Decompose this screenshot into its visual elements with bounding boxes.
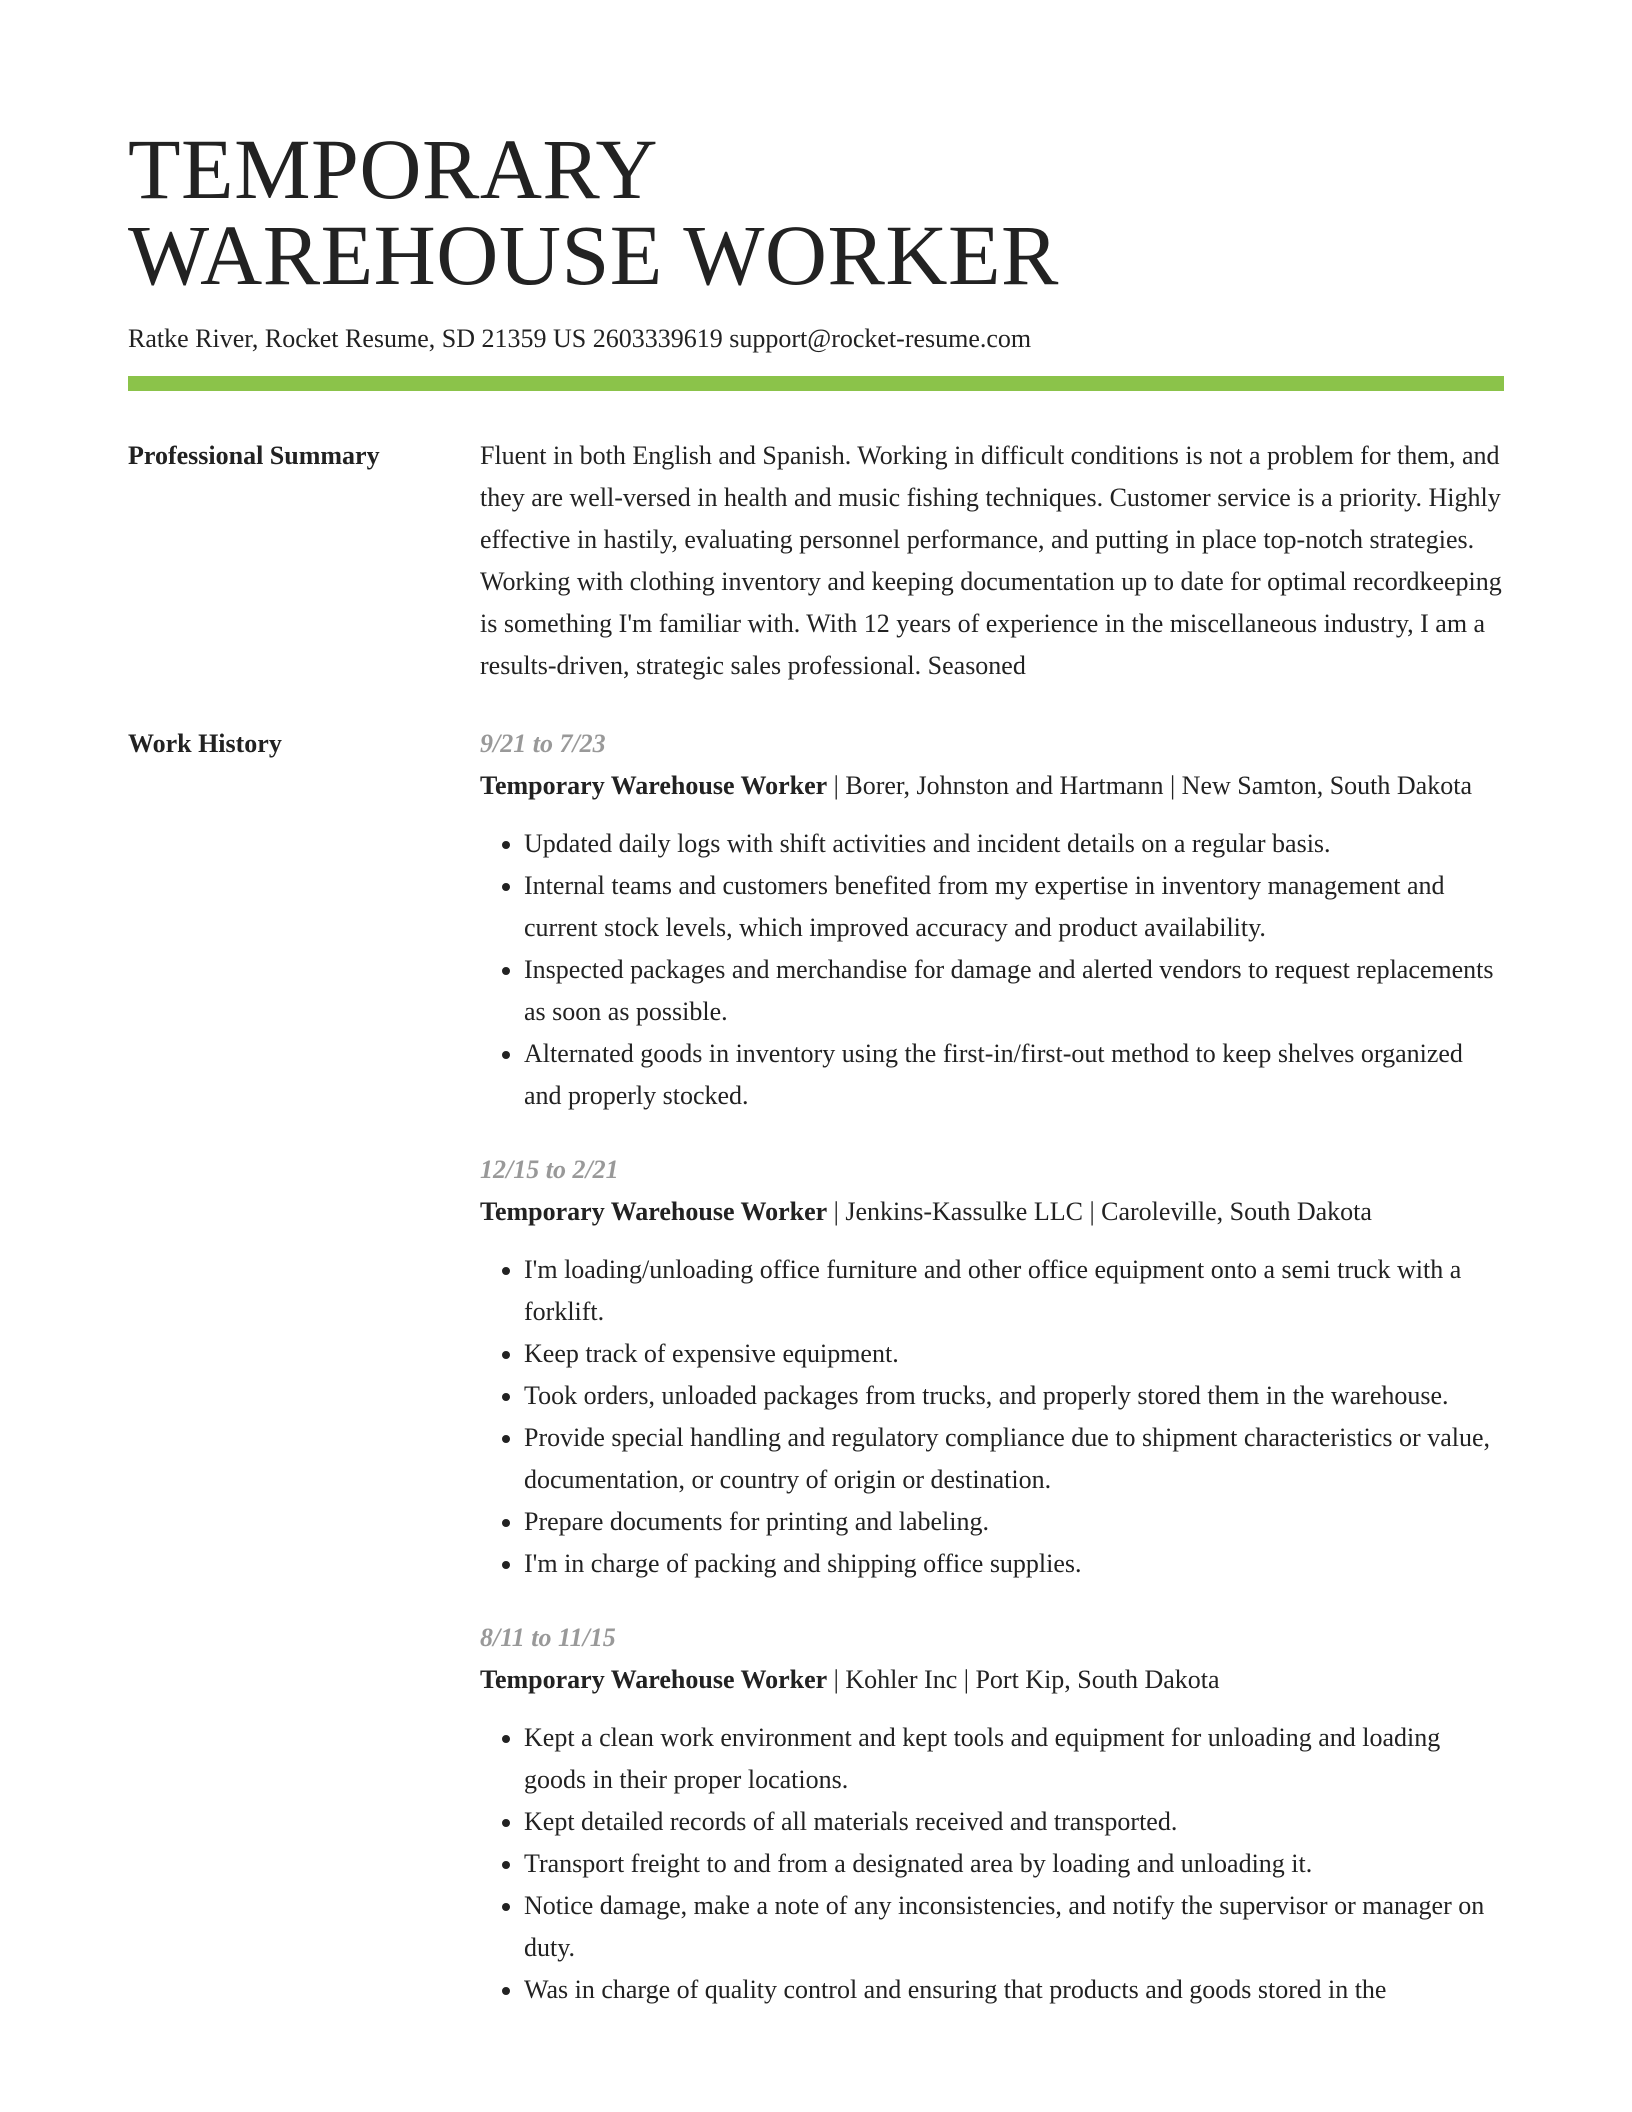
resume-page	[128, 121, 1504, 2043]
job-bullet: • I'm loading/unloading office furniture and other office equipment onto a semi truck with a forklift.	[524, 1249, 1504, 1333]
job-entry	[480, 1149, 1504, 1585]
job-bullets	[480, 1249, 1504, 1585]
job-bullet: • Kept detailed records of all materials received and transported.	[524, 1801, 1504, 1843]
title-line-1: TEMPORARY	[128, 121, 659, 217]
work-history-section	[128, 723, 1504, 2043]
job-heading	[480, 1659, 1504, 1701]
job-bullet: • Notice damage, make a note of any inconsistencies, and notify the supervisor or manager on duty.	[524, 1885, 1504, 1969]
resume-title	[128, 121, 1504, 303]
job-entry	[480, 1617, 1504, 2011]
section-label-work-history: Work History	[128, 729, 282, 758]
job-bullet: • Kept a clean work environment and kept tools and equipment for unloading and loading goods in their proper locations.	[524, 1717, 1504, 1801]
contact-info: Ratke River, Rocket Resume, SD 21359 US 2603339619 support@rocket-resume.com	[128, 324, 1032, 353]
job-bullet: • Prepare documents for printing and labeling.	[524, 1501, 1504, 1543]
job-title: Temporary Warehouse Worker	[480, 771, 828, 800]
summary-text: Fluent in both English and Spanish. Working in difficult conditions is not a problem for them, and they are well-versed in health and music fishing techniques. Customer service is a priority. Highly effective in hastily, evaluating personnel performance, and putting in place top-notch strategies. Working with clothing inventory and keeping documentation up to date for optimal recordkeeping is something I'm familiar with. With 12 years of experience in the miscellaneous industry, I am a results-driven, strategic sales professional. Seasoned	[480, 441, 1502, 680]
job-bullet: • Transport freight to and from a designated area by loading and unloading it.	[524, 1843, 1504, 1885]
job-details: | Kohler Inc | Port Kip, South Dakota	[827, 1665, 1220, 1694]
work-history-list	[480, 723, 1504, 2043]
job-heading	[480, 765, 1504, 807]
accent-divider	[128, 376, 1504, 391]
job-bullet: • Internal teams and customers benefited from my expertise in inventory management and current stock levels, which improved accuracy and product availability.	[524, 865, 1504, 949]
job-details: | Borer, Johnston and Hartmann | New Samton, South Dakota	[827, 771, 1472, 800]
title-line-2: WAREHOUSE WORKER	[128, 207, 1059, 303]
job-bullets	[480, 1717, 1504, 2011]
job-bullets	[480, 823, 1504, 1117]
job-bullet: • Keep track of expensive equipment.	[524, 1333, 1504, 1375]
job-heading	[480, 1191, 1504, 1233]
job-bullet: • I'm in charge of packing and shipping office supplies.	[524, 1543, 1504, 1585]
section-label-summary: Professional Summary	[128, 441, 380, 470]
job-details: | Jenkins-Kassulke LLC | Caroleville, South Dakota	[827, 1197, 1372, 1226]
job-entry	[480, 723, 1504, 1117]
job-title: Temporary Warehouse Worker	[480, 1197, 828, 1226]
job-dates: 9/21 to 7/23	[480, 729, 606, 758]
job-bullet: • Inspected packages and merchandise for damage and alerted vendors to request replacements as soon as possible.	[524, 949, 1504, 1033]
job-bullet: • Updated daily logs with shift activities and incident details on a regular basis.	[524, 823, 1504, 865]
professional-summary-section	[128, 435, 1504, 687]
job-bullet: • Alternated goods in inventory using the first-in/first-out method to keep shelves organized and properly stocked.	[524, 1033, 1504, 1117]
job-title: Temporary Warehouse Worker	[480, 1665, 828, 1694]
job-bullet: • Provide special handling and regulatory compliance due to shipment characteristics or value, documentation, or country of origin or destination.	[524, 1417, 1504, 1501]
job-bullet: • Took orders, unloaded packages from trucks, and properly stored them in the warehouse.	[524, 1375, 1504, 1417]
job-bullet: • Was in charge of quality control and ensuring that products and goods stored in the	[524, 1969, 1504, 2011]
job-dates: 8/11 to 11/15	[480, 1623, 616, 1652]
job-dates: 12/15 to 2/21	[480, 1155, 619, 1184]
